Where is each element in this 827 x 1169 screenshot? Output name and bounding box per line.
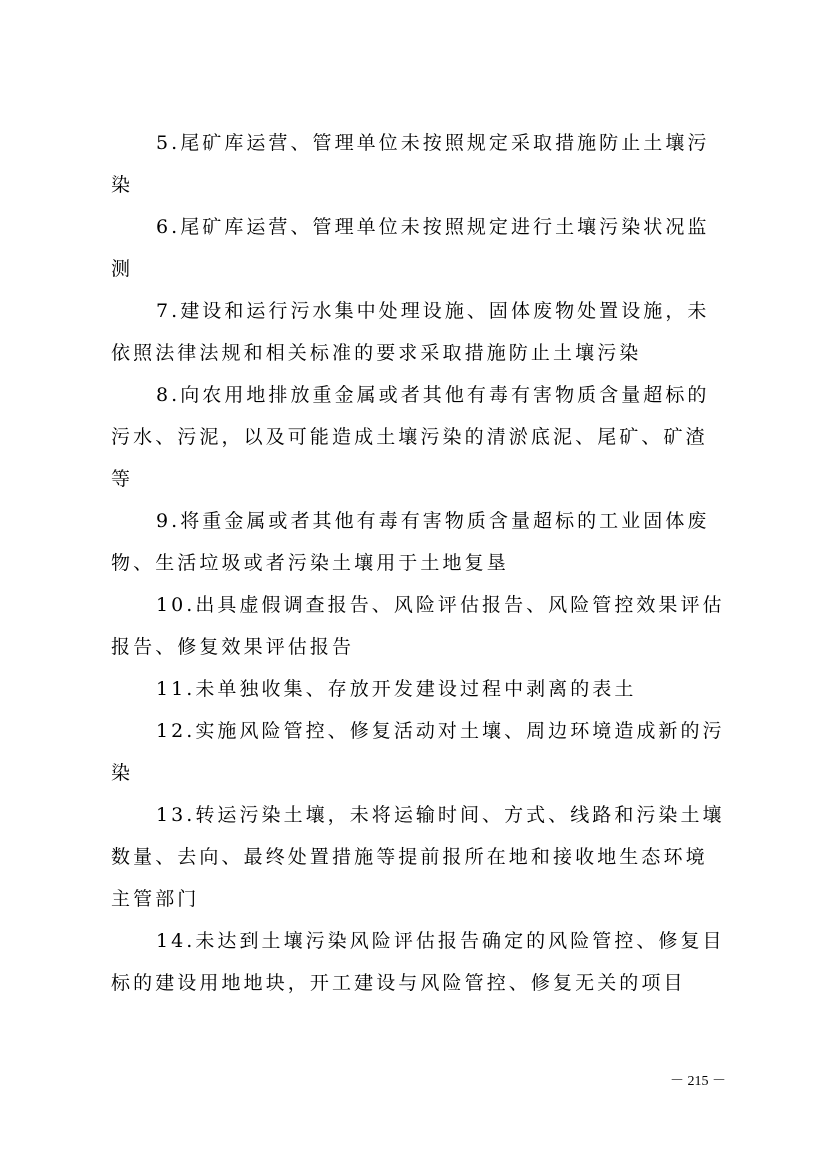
item-10-line-1: 10.出具虚假调查报告、风险评估报告、风险管控效果评估 (156, 594, 725, 616)
item-14-line-1: 14.未达到土壤污染风险评估报告确定的风险管控、修复目 (156, 930, 725, 952)
item-5-line-1: 5.尾矿库运营、管理单位未按照规定采取措施防止土壤污 (156, 132, 710, 154)
item-9-line-2: 物、生活垃圾或者污染土壤用于土地复垦 (111, 552, 509, 574)
item-6-line-1: 6.尾矿库运营、管理单位未按照规定进行土壤污染状况监 (156, 216, 710, 238)
item-14-line-2: 标的建设用地地块，开工建设与风险管控、修复无关的项目 (111, 972, 686, 994)
item-5-line-2: 染 (111, 174, 131, 196)
item-13-line-1: 13.转运污染土壤，未将运输时间、方式、线路和污染土壤 (156, 804, 725, 826)
item-7-line-1: 7.建设和运行污水集中处理设施、固体废物处置设施，未 (156, 300, 710, 322)
item-12-line-2: 染 (111, 762, 131, 784)
item-11-line-1: 11.未单独收集、存放开发建设过程中剥离的表土 (156, 678, 637, 700)
page-number: － 215 － (670, 1074, 726, 1089)
item-8-line-2: 污水、污泥，以及可能造成土壤污染的清淤底泥、尾矿、矿渣 (111, 426, 708, 448)
item-13-line-3: 主管部门 (111, 888, 200, 910)
item-7-line-2: 依照法律法规和相关标准的要求采取措施防止土壤污染 (111, 342, 642, 364)
item-12-line-1: 12.实施风险管控、修复活动对土壤、周边环境造成新的污 (156, 720, 725, 742)
item-6-line-2: 测 (111, 258, 131, 280)
item-8-line-3: 等 (111, 468, 131, 490)
item-10-line-2: 报告、修复效果评估报告 (111, 636, 355, 658)
item-13-line-2: 数量、去向、最终处置措施等提前报所在地和接收地生态环境 (111, 846, 708, 868)
item-8-line-1: 8.向农用地排放重金属或者其他有毒有害物质含量超标的 (156, 384, 710, 406)
item-9-line-1: 9.将重金属或者其他有毒有害物质含量超标的工业固体废 (156, 510, 710, 532)
